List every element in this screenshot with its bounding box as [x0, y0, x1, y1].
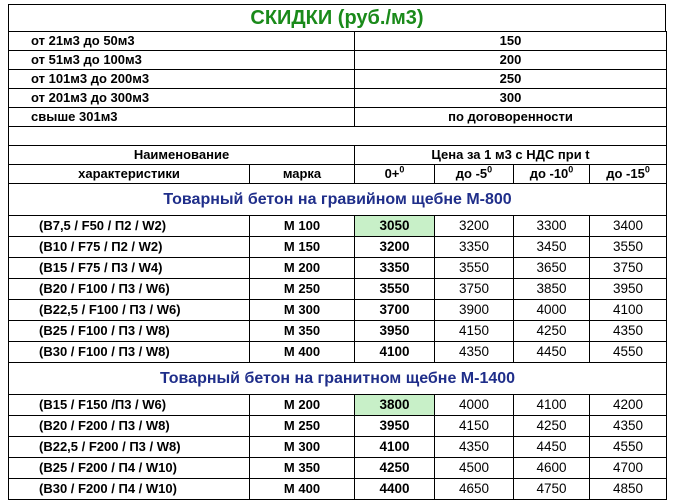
discount-range: от 201м3 до 300м3 [9, 89, 355, 108]
discount-range: от 101м3 до 200м3 [9, 70, 355, 89]
price-t0: 3200 [355, 237, 435, 258]
header-t0: 0+$^0$ [355, 165, 435, 184]
price-t10: 4250 [514, 416, 590, 437]
discount-range: свыше 301м3 [9, 108, 355, 127]
price-t5: 4350 [435, 342, 514, 363]
price-t15: 4350 [590, 416, 667, 437]
price-t5: 4350 [435, 437, 514, 458]
table-row [9, 321, 667, 342]
price-t0: 4250 [355, 458, 435, 479]
discount-row [9, 51, 667, 70]
price-t0: 4400 [355, 479, 435, 500]
concrete-characteristics: (В10 / F75 / П2 / W2) [9, 237, 250, 258]
discount-row [9, 108, 667, 127]
price-t15: 3950 [590, 279, 667, 300]
discount-table [8, 31, 667, 127]
price-t10: 3450 [514, 237, 590, 258]
concrete-grade: М 200 [250, 395, 355, 416]
price-t10: 3650 [514, 258, 590, 279]
section-title: Товарный бетон на гравийном щебне М-800 [9, 184, 667, 216]
price-t0: 3550 [355, 279, 435, 300]
price-t15: 3400 [590, 216, 667, 237]
price-t5: 4650 [435, 479, 514, 500]
price-t15: 4100 [590, 300, 667, 321]
price-table [8, 127, 667, 500]
header-characteristics: характеристики [9, 165, 250, 184]
table-row [9, 258, 667, 279]
section-title-row [9, 184, 667, 216]
price-t5: 3350 [435, 237, 514, 258]
price-t5: 4150 [435, 321, 514, 342]
price-t10: 4100 [514, 395, 590, 416]
price-t5: 3550 [435, 258, 514, 279]
price-t15: 3750 [590, 258, 667, 279]
concrete-characteristics: (В15 / F75 / П3 / W4) [9, 258, 250, 279]
price-t10: 3300 [514, 216, 590, 237]
discount-row [9, 89, 667, 108]
concrete-characteristics: (В25 / F200 / П4 / W10) [9, 458, 250, 479]
spacer-row [9, 127, 667, 146]
table-row [9, 437, 667, 458]
concrete-grade: М 350 [250, 321, 355, 342]
discount-value: 150 [355, 32, 667, 51]
concrete-characteristics: (В22,5 / F200 / П3 / W8) [9, 437, 250, 458]
price-t0: 3950 [355, 321, 435, 342]
discount-value: 200 [355, 51, 667, 70]
header-t15: до $-15^0$ [590, 165, 667, 184]
concrete-grade: М 300 [250, 437, 355, 458]
concrete-grade: М 100 [250, 216, 355, 237]
discount-range: от 51м3 до 100м3 [9, 51, 355, 70]
concrete-characteristics: (В7,5 / F50 / П2 / W2) [9, 216, 250, 237]
concrete-grade: М 400 [250, 479, 355, 500]
header-grade: марка [250, 165, 355, 184]
discount-value: 250 [355, 70, 667, 89]
price-t10: 4450 [514, 342, 590, 363]
price-t15: 4550 [590, 437, 667, 458]
table-row [9, 300, 667, 321]
header-row-2 [9, 165, 667, 184]
price-t5: 3750 [435, 279, 514, 300]
price-t10: 3850 [514, 279, 590, 300]
price-t15: 4700 [590, 458, 667, 479]
page-title: СКИДКИ (руб./м3) [8, 4, 666, 31]
price-sheet [8, 4, 666, 500]
header-row-1 [9, 146, 667, 165]
concrete-characteristics: (В20 / F100 / П3 / W6) [9, 279, 250, 300]
price-t10: 4250 [514, 321, 590, 342]
header-t5: до $-5^0$ [435, 165, 514, 184]
concrete-characteristics: (В30 / F200 / П4 / W10) [9, 479, 250, 500]
discount-value: по договоренности [355, 108, 667, 127]
concrete-grade: М 300 [250, 300, 355, 321]
price-t10: 4750 [514, 479, 590, 500]
concrete-characteristics: (В15 / F150 /П3 / W6) [9, 395, 250, 416]
price-t15: 4850 [590, 479, 667, 500]
header-price: Цена за 1 м3 с НДС при t [355, 146, 667, 165]
table-row [9, 279, 667, 300]
concrete-characteristics: (В30 / F100 / П3 / W8) [9, 342, 250, 363]
price-t5: 3200 [435, 216, 514, 237]
concrete-characteristics: (В20 / F200 / П3 / W8) [9, 416, 250, 437]
header-name: Наименование [9, 146, 355, 165]
price-t10: 4000 [514, 300, 590, 321]
table-row [9, 458, 667, 479]
price-t0: 4100 [355, 342, 435, 363]
concrete-characteristics: (В25 / F100 / П3 / W8) [9, 321, 250, 342]
discount-row [9, 70, 667, 89]
price-t0: 3050 [355, 216, 435, 237]
price-t0: 3950 [355, 416, 435, 437]
section-title-row [9, 363, 667, 395]
table-row [9, 216, 667, 237]
concrete-grade: М 400 [250, 342, 355, 363]
header-t10: до $-10^0$ [514, 165, 590, 184]
concrete-grade: М 250 [250, 279, 355, 300]
concrete-grade: М 350 [250, 458, 355, 479]
price-t0: 3800 [355, 395, 435, 416]
price-t10: 4450 [514, 437, 590, 458]
table-row [9, 342, 667, 363]
discount-row [9, 32, 667, 51]
price-t15: 3550 [590, 237, 667, 258]
price-t5: 4500 [435, 458, 514, 479]
price-t5: 3900 [435, 300, 514, 321]
concrete-characteristics: (В22,5 / F100 / П3 / W6) [9, 300, 250, 321]
discount-range: от 21м3 до 50м3 [9, 32, 355, 51]
table-row [9, 479, 667, 500]
table-row [9, 416, 667, 437]
price-t10: 4600 [514, 458, 590, 479]
concrete-grade: М 150 [250, 237, 355, 258]
section-title: Товарный бетон на гранитном щебне М-1400 [9, 363, 667, 395]
price-t0: 4100 [355, 437, 435, 458]
price-t5: 4000 [435, 395, 514, 416]
table-row [9, 237, 667, 258]
discount-value: 300 [355, 89, 667, 108]
price-t15: 4200 [590, 395, 667, 416]
price-t15: 4550 [590, 342, 667, 363]
price-t0: 3700 [355, 300, 435, 321]
price-t0: 3350 [355, 258, 435, 279]
price-t15: 4350 [590, 321, 667, 342]
concrete-grade: М 200 [250, 258, 355, 279]
price-t5: 4150 [435, 416, 514, 437]
table-row [9, 395, 667, 416]
concrete-grade: М 250 [250, 416, 355, 437]
